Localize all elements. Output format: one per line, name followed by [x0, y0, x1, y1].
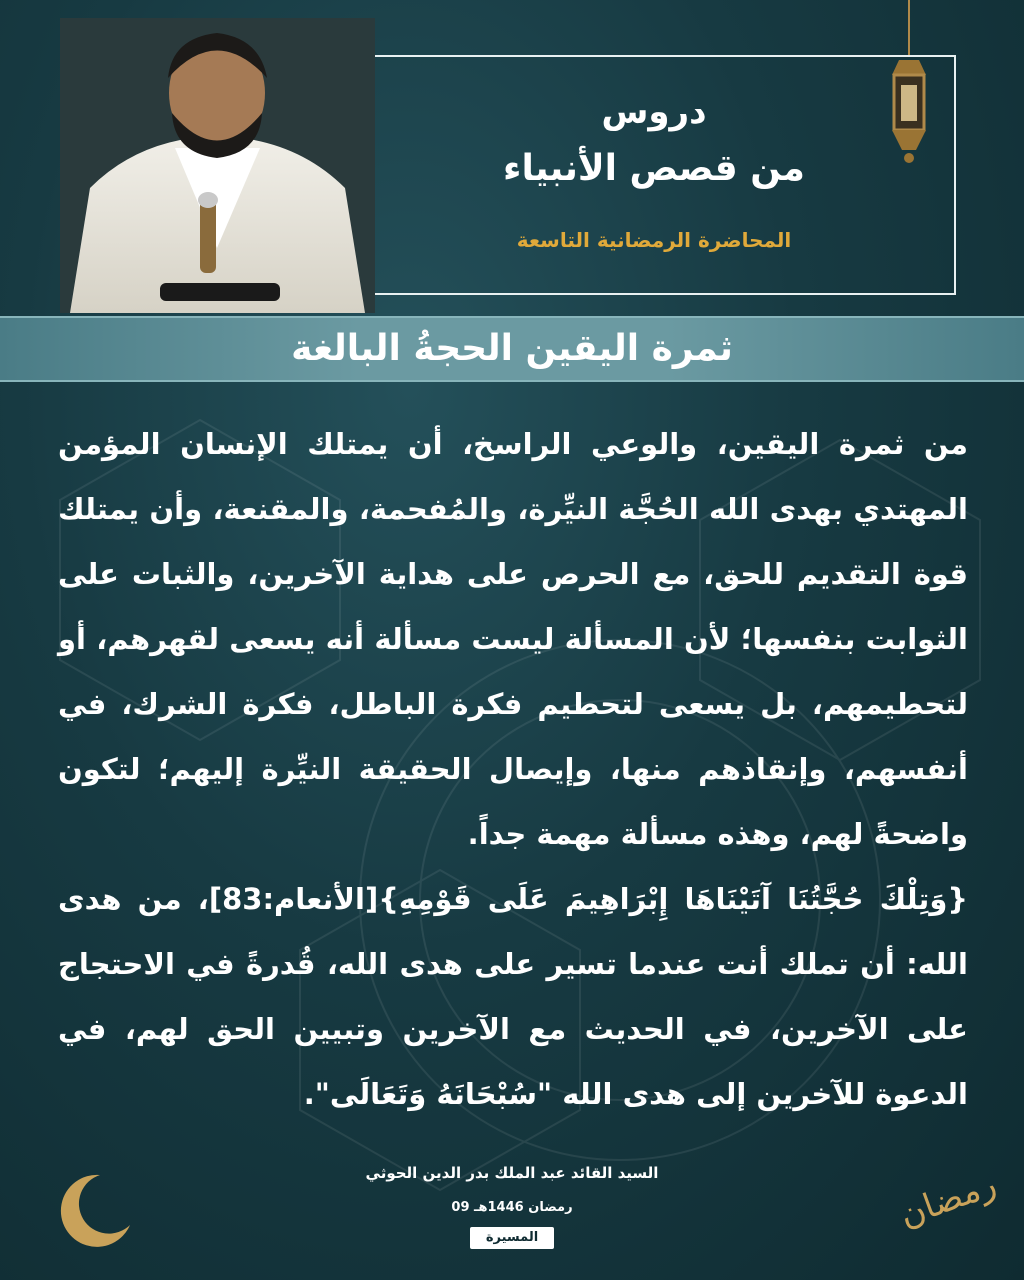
crescent-moon-icon: [55, 1170, 135, 1250]
lecture-label: المحاضرة الرمضانية التاسعة: [516, 228, 792, 252]
lantern-icon: [884, 0, 934, 170]
excerpt-paragraph-2: {وَتِلْكَ حُجَّتُنَا آتَيْنَاهَا إِبْرَاهِيمَ عَلَى قَوْمِهِ}[الأنعام:83]، من هدى الله: أن تملك أنت عندما تسير على هدى الله، قُدرةً في الاحتجاج على الآخرين، في الحديث مع الآخرين وتبيين الحق لهم، في الدعوة للآخرين إلى هدى الله "سُبْحَانَهُ وَتَعَالَى".: [58, 882, 968, 1111]
series-title: دروس: [601, 92, 707, 132]
lecture-excerpt: [58, 412, 968, 1127]
speaker-portrait: [60, 18, 375, 313]
almasirah-logo: المسيرة: [470, 1227, 554, 1249]
series-subtitle-title: من قصص الأنبياء: [503, 148, 805, 189]
topic-title: ثمرة اليقين الحجةُ البالغة: [291, 328, 733, 369]
ramadan-calligraphy: رمضان: [894, 1164, 1002, 1236]
header-title-block: [474, 90, 834, 254]
lecture-date: 09 رمضان 1446هـ: [451, 1200, 573, 1215]
topic-banner: [0, 316, 1024, 382]
author-name: السيد القائد عبد الملك بدر الدين الحوثي: [365, 1164, 659, 1182]
excerpt-paragraph-1: من ثمرة اليقين، والوعي الراسخ، أن يمتلك الإنسان المؤمن المهتدي بهدى الله الحُجَّة النيِّرة، والمُفحمة، والمقنعة، وأن يمتلك قوة التقديم للحق، مع الحرص على هداية الآخرين، والثبات على الثوابت بنفسها؛ لأن المسألة ليست مسألة أنه يسعى لقهرهم، أو لتحطيمهم، بل يسعى لتحطيم فكرة الباطل، فكرة الشرك، في أنفسهم، وإنقاذهم منها، وإيصال الحقيقة النيِّرة إليهم؛ لتكون واضحةً لهم، وهذه مسألة مهمة جداً.: [58, 427, 968, 851]
